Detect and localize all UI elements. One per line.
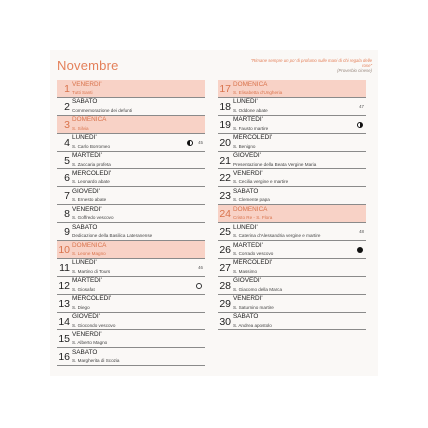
weekday-label: VENERDI' — [72, 205, 102, 213]
weekday-label: DOMENICA — [233, 80, 268, 88]
weekday-label: MERCOLEDI' — [72, 295, 112, 303]
day-row — [57, 223, 205, 241]
week-number: 47 — [359, 103, 364, 109]
saint-name: S. Giosafat — [72, 286, 95, 292]
saint-name: S. Saturnino martire — [233, 304, 274, 310]
saint-name: Presentazione della Beata Vergine Maria — [233, 161, 317, 167]
saint-name: Commemorazione dei defunti — [72, 107, 133, 113]
day-number: 1 — [64, 83, 70, 95]
day-row — [218, 134, 366, 152]
day-row — [218, 259, 366, 277]
weekday-label: LUNEDI' — [72, 134, 97, 142]
day-number: 15 — [58, 333, 70, 346]
weekday-label: DOMENICA — [233, 205, 268, 213]
day-row — [218, 295, 366, 313]
day-number: 23 — [219, 190, 231, 203]
weekday-label: LUNEDI' — [72, 259, 97, 267]
day-row — [57, 187, 205, 205]
day-row — [218, 205, 366, 223]
weekday-label: MERCOLEDI' — [72, 169, 112, 177]
quote-box — [242, 58, 372, 73]
weekday-label: GIOVEDI' — [72, 187, 100, 195]
day-number: 24 — [219, 208, 231, 221]
saint-name: S. Corrado vescovo — [233, 251, 274, 257]
weekday-label: MERCOLEDI' — [233, 134, 273, 142]
day-number: 5 — [64, 154, 70, 167]
day-row — [218, 241, 366, 259]
weekday-label: GIOVEDI' — [233, 277, 261, 285]
day-row — [57, 241, 205, 259]
weekday-label: GIOVEDI' — [72, 313, 100, 321]
day-number: 7 — [64, 190, 70, 203]
day-row — [57, 80, 205, 98]
saint-name: S. Cecilia vergine e martire — [233, 179, 289, 185]
day-row — [218, 277, 366, 295]
day-number: 16 — [58, 351, 70, 364]
moon-phase-icon — [187, 140, 193, 146]
day-row — [218, 313, 366, 331]
week-number: 48 — [359, 229, 364, 235]
day-number: 19 — [219, 118, 231, 131]
day-row — [57, 295, 205, 313]
day-row — [57, 330, 205, 348]
weekday-label: GIOVEDI' — [233, 152, 261, 160]
weekday-label: VENERDI' — [233, 295, 263, 303]
day-number: 3 — [64, 118, 70, 131]
day-number: 11 — [59, 261, 70, 274]
weekday-label: VENERDI' — [72, 80, 102, 88]
weekday-label: MARTEDI' — [72, 277, 102, 285]
weekday-label: VENERDI' — [72, 330, 102, 338]
days-column-right — [218, 80, 366, 330]
day-row — [57, 98, 205, 116]
day-number: 20 — [219, 136, 231, 149]
saint-name: S. Leone Magno — [72, 251, 106, 257]
saint-name: S. Leonardo abate — [72, 179, 110, 185]
day-row — [57, 169, 205, 187]
saint-name: S. Margherita di Scozia — [72, 358, 120, 364]
saint-name: Tutti Santi — [72, 90, 93, 95]
saint-name: S. Zaccaria profeta — [72, 161, 111, 167]
month-title: Novembre — [57, 58, 119, 73]
saint-name: S. Diego — [72, 304, 90, 310]
week-number: 46 — [198, 264, 203, 270]
day-row — [57, 313, 205, 331]
saint-name: S. Caterina d'Alessandria vergine e martire — [233, 233, 321, 239]
saint-name: S. Carlo Borromeo — [72, 143, 111, 149]
weekday-label: VENERDI' — [233, 169, 263, 177]
saint-name: S. Goffredo vescovo — [72, 215, 114, 221]
quote-text: "Rimane sempre un po' di profumo sulle mani di chi regala delle rose" — [250, 58, 372, 68]
day-number: 4 — [64, 136, 70, 149]
day-row — [57, 348, 205, 366]
moon-phase-icon — [357, 122, 363, 128]
day-row — [57, 134, 205, 152]
saint-name: S. Benigno — [233, 143, 256, 149]
moon-phase-icon — [357, 247, 363, 253]
day-number: 25 — [219, 226, 231, 239]
day-number: 26 — [219, 244, 231, 257]
day-row — [57, 277, 205, 295]
days-column-left — [57, 80, 205, 366]
saint-name: S. Oddone abate — [233, 107, 268, 113]
day-row — [218, 223, 366, 241]
saint-name: S. Massimo — [233, 268, 257, 274]
saint-name: Dedicazione della Basilica Lateranense — [72, 233, 153, 239]
weekday-label: SABATO — [72, 223, 98, 231]
day-row — [218, 187, 366, 205]
saint-name: S. Martino di Tours — [72, 268, 111, 274]
weekday-label: SABATO — [233, 187, 259, 195]
day-number: 13 — [58, 297, 70, 310]
saint-name: S. Elisabetta d'Ungheria — [233, 90, 283, 95]
day-row — [57, 259, 205, 277]
day-row — [57, 116, 205, 134]
day-row — [218, 116, 366, 134]
day-number: 10 — [58, 244, 70, 257]
day-row — [218, 169, 366, 187]
saint-name: S. Fausto martire — [233, 125, 269, 131]
day-number: 12 — [58, 279, 70, 292]
saint-name: S. Ernesto abate — [72, 197, 107, 203]
day-number: 30 — [219, 315, 231, 328]
weekday-label: LUNEDI' — [233, 223, 258, 231]
quote-author: (Proverbio cinese) — [337, 68, 372, 73]
saint-name: S. Silvia — [72, 125, 89, 131]
day-row — [218, 152, 366, 170]
weekday-label: MERCOLEDI' — [233, 259, 273, 267]
day-number: 6 — [64, 172, 70, 185]
saint-name: S. Giacomo della Marca — [233, 286, 283, 292]
weekday-label: DOMENICA — [72, 241, 107, 249]
day-number: 8 — [64, 208, 70, 221]
weekday-label: DOMENICA — [72, 116, 107, 124]
weekday-label: SABATO — [72, 348, 98, 356]
day-number: 29 — [219, 297, 231, 310]
weekday-label: SABATO — [233, 313, 259, 321]
day-row — [57, 205, 205, 223]
weekday-label: LUNEDI' — [233, 98, 258, 106]
saint-name: S. Clemente papa — [233, 197, 270, 203]
saint-name: S. Andrea apostolo — [233, 322, 272, 328]
week-number: 45 — [198, 139, 203, 145]
day-number: 14 — [58, 315, 70, 328]
day-number: 2 — [64, 100, 70, 113]
day-row — [57, 152, 205, 170]
weekday-label: MARTEDI' — [72, 152, 102, 160]
day-number: 22 — [219, 172, 231, 185]
day-number: 9 — [64, 226, 70, 239]
day-number: 27 — [219, 261, 231, 274]
day-number: 18 — [219, 100, 231, 113]
saint-name: Cristo Re - S. Flora — [233, 215, 273, 221]
day-number: 28 — [219, 279, 231, 292]
weekday-label: MARTEDI' — [233, 116, 263, 124]
day-row — [218, 80, 366, 98]
day-number: 17 — [219, 83, 231, 95]
saint-name: S. Giocondo vescovo — [72, 322, 116, 328]
weekday-label: MARTEDI' — [233, 241, 263, 249]
saint-name: S. Alberto Magno — [72, 340, 108, 346]
day-row — [218, 98, 366, 116]
calendar-page — [50, 50, 378, 376]
day-number: 21 — [219, 154, 231, 167]
moon-phase-icon — [196, 283, 202, 289]
weekday-label: SABATO — [72, 98, 98, 106]
